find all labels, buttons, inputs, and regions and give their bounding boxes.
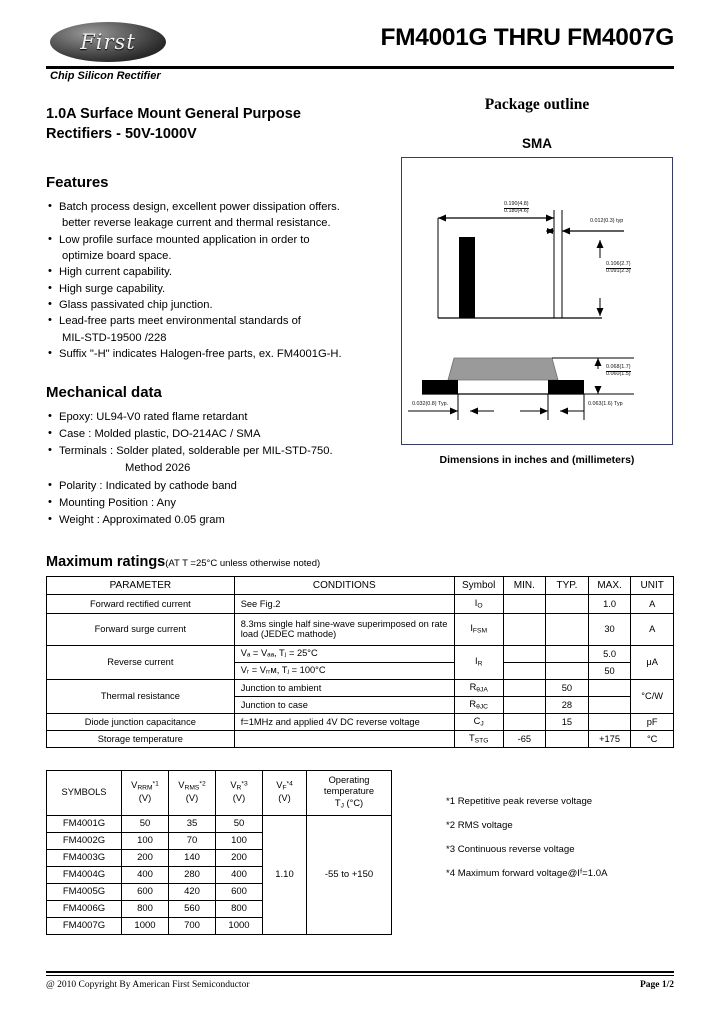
cell-vr: 800 bbox=[216, 900, 263, 917]
cell-max bbox=[588, 713, 631, 730]
mech-text: Polarity : Indicated by cathode band bbox=[59, 479, 237, 492]
header-divider bbox=[46, 66, 674, 69]
cell-max: +175 bbox=[588, 730, 631, 747]
features-list bbox=[48, 199, 391, 362]
symbols-section bbox=[46, 770, 674, 935]
cell-vr: 100 bbox=[216, 832, 263, 849]
mech-text: Mounting Position : Any bbox=[59, 496, 176, 509]
cell-min bbox=[503, 645, 546, 662]
feature-text: High surge capability. bbox=[59, 282, 166, 295]
list-item bbox=[48, 512, 391, 529]
col-vf bbox=[263, 770, 307, 815]
cell-typ bbox=[546, 613, 589, 645]
dim-top-width-max: 0.190(4.8) bbox=[504, 201, 529, 207]
cell-vf-value: 1.10 bbox=[263, 815, 307, 934]
list-item bbox=[48, 232, 391, 265]
sym-unit: (V) bbox=[185, 793, 199, 804]
cell-vrms: 280 bbox=[169, 866, 216, 883]
list-item bbox=[48, 313, 391, 346]
cell-parameter: Forward surge current bbox=[47, 613, 235, 645]
page-footer bbox=[46, 971, 674, 990]
col-typ: TYP. bbox=[546, 576, 589, 594]
cell-min: -65 bbox=[503, 730, 546, 747]
symbol-base: I bbox=[474, 597, 478, 608]
maximum-ratings-table bbox=[46, 576, 674, 748]
cell-part: FM4005G bbox=[47, 883, 122, 900]
dim-side-height-max: 0.068(1.7) bbox=[606, 364, 631, 370]
sym-note: *3 bbox=[241, 781, 248, 789]
sym-note: *2 bbox=[199, 781, 206, 789]
logo-text: First bbox=[80, 30, 136, 54]
cell-symbol bbox=[454, 613, 503, 645]
cell-max bbox=[588, 679, 631, 696]
dim-body-height-min: 0.091(2.3) bbox=[606, 268, 631, 274]
mech-text: Terminals : Solder plated, solderable per MIL-STD-750. bbox=[59, 445, 333, 458]
dim-foot-length-typ: 0.032(0.8) Typ. bbox=[412, 401, 449, 407]
dim-top-width-min: 0.180(4.6) bbox=[504, 208, 529, 214]
mechanical-heading: Mechanical data bbox=[46, 384, 162, 402]
feature-cont: better reverse leakage current and thermal resistance. bbox=[62, 217, 331, 230]
cell-symbol bbox=[454, 730, 503, 747]
left-column bbox=[46, 104, 391, 529]
cell-max: 1.0 bbox=[588, 594, 631, 613]
cell-parameter: Forward rectified current bbox=[47, 594, 235, 613]
company-tagline: Chip Silicon Rectifier bbox=[50, 70, 161, 82]
cell-parameter: Diode junction capacitance bbox=[47, 713, 235, 730]
symbol-base: C bbox=[473, 715, 481, 726]
symbol-base: R bbox=[469, 698, 477, 709]
features-heading: Features bbox=[46, 174, 109, 191]
cell-parameter: Reverse current bbox=[47, 645, 235, 679]
list-item bbox=[48, 346, 391, 362]
package-outline-section bbox=[401, 96, 673, 466]
feature-text: Suffix "-H" indicates Halogen-free parts, ex. FM4001G-H. bbox=[59, 348, 342, 361]
list-item bbox=[48, 409, 391, 426]
footnotes-list bbox=[446, 796, 720, 892]
symbol-sub: FSM bbox=[472, 627, 488, 635]
sym-sub: RRM bbox=[137, 785, 153, 793]
cell-conditions: f=1MHz and applied 4V DC reverse voltage bbox=[234, 713, 454, 730]
dim-body-height-max: 0.106(2.7) bbox=[606, 261, 631, 267]
cell-vrrm: 1000 bbox=[122, 917, 169, 934]
cell-unit: A bbox=[631, 613, 674, 645]
feature-cont: optimize board space. bbox=[62, 250, 172, 263]
symbol-sub: O bbox=[477, 602, 483, 610]
footer-row bbox=[46, 980, 674, 990]
doc-title-line2: Rectifiers - 50V-1000V bbox=[46, 126, 197, 142]
cell-symbol bbox=[454, 679, 503, 696]
cell-max: 5.0 bbox=[588, 645, 631, 662]
temp-sym: T bbox=[334, 797, 341, 808]
sym-sub: F bbox=[282, 785, 287, 793]
footer-divider-thick bbox=[46, 971, 674, 973]
cell-max bbox=[588, 696, 631, 713]
cell-vr: 1000 bbox=[216, 917, 263, 934]
cell-temp-value: -55 to +150 bbox=[307, 815, 392, 934]
cell-min bbox=[503, 594, 546, 613]
table-row bbox=[47, 645, 674, 662]
symbol-base: R bbox=[469, 681, 477, 692]
col-parameter: PARAMETER bbox=[47, 576, 235, 594]
symbol-base: T bbox=[468, 732, 475, 743]
symbol-sub: R bbox=[477, 660, 483, 668]
cell-min bbox=[503, 662, 546, 679]
footnote-3: *3 Continuous reverse voltage bbox=[446, 843, 575, 855]
col-max: MAX. bbox=[588, 576, 631, 594]
cell-conditions: See Fig.2 bbox=[234, 594, 454, 613]
cell-vrms: 140 bbox=[169, 849, 216, 866]
cell-unit: A bbox=[631, 594, 674, 613]
cell-vrrm: 100 bbox=[122, 832, 169, 849]
sym-base: V bbox=[276, 780, 283, 791]
cell-conditions bbox=[234, 730, 454, 747]
doc-title-line1: 1.0A Surface Mount General Purpose bbox=[46, 106, 301, 122]
mech-indent: Method 2026 bbox=[125, 462, 191, 475]
feature-text: Glass passivated chip junction. bbox=[59, 299, 213, 312]
sym-base: V bbox=[178, 780, 185, 791]
sym-sub: R bbox=[236, 785, 242, 793]
col-vrms bbox=[169, 770, 216, 815]
ratings-heading bbox=[46, 553, 674, 571]
cell-typ bbox=[546, 730, 589, 747]
cell-part: FM4007G bbox=[47, 917, 122, 934]
cell-parameter: Thermal resistance bbox=[47, 679, 235, 713]
sym-unit: (V) bbox=[138, 793, 152, 804]
dim-side-height-min: 0.060(1.5) bbox=[606, 371, 631, 377]
symbol-base: I bbox=[474, 656, 478, 667]
col-conditions: CONDITIONS bbox=[234, 576, 454, 594]
list-item bbox=[48, 199, 391, 232]
table-row bbox=[47, 730, 674, 747]
sym-note: *4 bbox=[286, 781, 293, 789]
footer-divider-thin bbox=[46, 975, 674, 976]
feature-text: Lead-free parts meet environmental standards of bbox=[59, 315, 301, 328]
mechanical-list bbox=[48, 409, 391, 528]
cell-vrrm: 600 bbox=[122, 883, 169, 900]
list-item bbox=[48, 443, 391, 477]
cell-vrrm: 400 bbox=[122, 866, 169, 883]
cell-symbol bbox=[454, 696, 503, 713]
symbol-base: I bbox=[470, 623, 473, 634]
footnote-1: *1 Repetitive peak reverse voltage bbox=[446, 795, 593, 807]
cell-symbol bbox=[454, 645, 503, 679]
col-symbol: Symbol bbox=[454, 576, 503, 594]
cell-conditions: 8.3ms single half sine-wave superimposed on rate load (JEDEC mathode) bbox=[234, 613, 454, 645]
mechanical-data-section bbox=[46, 384, 391, 528]
table-header-row bbox=[47, 576, 674, 594]
cell-part: FM4003G bbox=[47, 849, 122, 866]
temp-sub: J bbox=[340, 802, 344, 810]
mech-text: Epoxy: UL94-V0 rated flame retardant bbox=[59, 411, 248, 424]
footnote-2: *2 RMS voltage bbox=[446, 819, 513, 831]
list-item bbox=[48, 478, 391, 495]
cell-part: FM4006G bbox=[47, 900, 122, 917]
list-item bbox=[48, 281, 391, 297]
feature-text: Low profile surface mounted application in order to bbox=[59, 233, 310, 246]
cell-parameter: Storage temperature bbox=[47, 730, 235, 747]
sym-base: V bbox=[230, 780, 237, 791]
cell-vrrm: 800 bbox=[122, 900, 169, 917]
feature-cont: MIL-STD-19500 /228 bbox=[62, 331, 167, 344]
cell-min bbox=[503, 679, 546, 696]
cell-unit: μA bbox=[631, 645, 674, 679]
list-item bbox=[48, 264, 391, 280]
cell-symbol bbox=[454, 713, 503, 730]
body-columns bbox=[46, 96, 674, 529]
cell-typ: 50 bbox=[546, 679, 589, 696]
mech-text: Weight : Approximated 0.05 gram bbox=[59, 513, 225, 526]
cell-unit: pF bbox=[631, 713, 674, 730]
cell-part: FM4004G bbox=[47, 866, 122, 883]
table-row bbox=[47, 594, 674, 613]
list-item bbox=[48, 426, 391, 443]
col-unit: UNIT bbox=[631, 576, 674, 594]
cell-vrms: 560 bbox=[169, 900, 216, 917]
table-row bbox=[47, 815, 392, 832]
list-item bbox=[48, 297, 391, 313]
list-item bbox=[48, 495, 391, 512]
cell-conditions: Junction to case bbox=[234, 696, 454, 713]
cell-conditions: Vᵣ = Vᵣᵣᴍ, Tⱼ = 100°C bbox=[234, 662, 454, 679]
cell-vr: 200 bbox=[216, 849, 263, 866]
sym-unit: (V) bbox=[232, 793, 246, 804]
cell-vr: 600 bbox=[216, 883, 263, 900]
symbol-sub: θJC bbox=[476, 703, 488, 711]
symbol-sub: STG bbox=[474, 737, 489, 745]
col-min: MIN. bbox=[503, 576, 546, 594]
sym-base: V bbox=[131, 780, 138, 791]
cell-max: 30 bbox=[588, 613, 631, 645]
part-number-title: FM4001G THRU FM4007G bbox=[380, 24, 674, 51]
col-operating-temp bbox=[307, 770, 392, 815]
cell-vrms: 35 bbox=[169, 815, 216, 832]
cell-unit: °C bbox=[631, 730, 674, 747]
sym-unit: (V) bbox=[278, 793, 291, 804]
cell-vr: 400 bbox=[216, 866, 263, 883]
cell-max: 50 bbox=[588, 662, 631, 679]
symbols-table bbox=[46, 770, 392, 935]
cell-part: FM4001G bbox=[47, 815, 122, 832]
cell-min bbox=[503, 613, 546, 645]
cell-typ: 15 bbox=[546, 713, 589, 730]
page-title bbox=[46, 104, 391, 144]
package-type-label: SMA bbox=[522, 136, 552, 151]
copyright-text: @ 2010 Copyright By American First Semiconductor bbox=[46, 980, 250, 990]
cell-vrms: 700 bbox=[169, 917, 216, 934]
cell-vrms: 70 bbox=[169, 832, 216, 849]
table-header-row bbox=[47, 770, 392, 815]
col-vrrm bbox=[122, 770, 169, 815]
cell-vrms: 420 bbox=[169, 883, 216, 900]
page-header bbox=[46, 0, 674, 82]
cell-vrrm: 50 bbox=[122, 815, 169, 832]
cell-typ bbox=[546, 645, 589, 662]
sym-sub: RMS bbox=[184, 785, 200, 793]
feature-text: Batch process design, excellent power dissipation offers. bbox=[59, 201, 340, 213]
footnote-4: *4 Maximum forward voltage@Iᶠ=1.0A bbox=[446, 867, 608, 879]
cell-symbol bbox=[454, 594, 503, 613]
cell-typ bbox=[546, 662, 589, 679]
col-symbols: SYMBOLS bbox=[47, 770, 122, 815]
ratings-title: Maximum ratings bbox=[46, 553, 166, 570]
mech-text: Case : Molded plastic, DO-214AC / SMA bbox=[59, 428, 261, 441]
temp-line2: temperature bbox=[323, 786, 375, 797]
symbol-sub: θJA bbox=[476, 686, 488, 694]
sym-note: *1 bbox=[152, 781, 159, 789]
page-number: Page 1/2 bbox=[639, 980, 674, 990]
ratings-note: (AT T =25°C unless otherwise noted) bbox=[165, 557, 321, 569]
temp-line1: Operating bbox=[328, 774, 370, 785]
col-vr bbox=[216, 770, 263, 815]
cell-vrrm: 200 bbox=[122, 849, 169, 866]
package-outline-title: Package outline bbox=[484, 96, 590, 113]
table-row bbox=[47, 679, 674, 696]
company-logo bbox=[50, 22, 166, 62]
package-caption: Dimensions in inches and (millimeters) bbox=[439, 454, 635, 466]
cell-conditions: Vₐ = Vₐₐ, Tⱼ = 25°C bbox=[234, 645, 454, 662]
cell-min bbox=[503, 696, 546, 713]
cell-typ bbox=[546, 594, 589, 613]
symbol-sub: J bbox=[480, 720, 484, 728]
cell-vr: 50 bbox=[216, 815, 263, 832]
feature-text: High current capability. bbox=[59, 266, 172, 279]
table-row bbox=[47, 713, 674, 730]
cell-conditions: Junction to ambient bbox=[234, 679, 454, 696]
table-row bbox=[47, 613, 674, 645]
dim-lead-thickness: 0.012(0.3) typ bbox=[590, 218, 624, 224]
cell-min bbox=[503, 713, 546, 730]
cell-typ: 28 bbox=[546, 696, 589, 713]
dim-foot-right-typ: 0.063(1.6) Typ bbox=[588, 401, 623, 407]
cell-part: FM4002G bbox=[47, 832, 122, 849]
cell-unit: °C/W bbox=[631, 679, 674, 713]
temp-unit: (°C) bbox=[346, 797, 364, 808]
package-drawing bbox=[401, 157, 673, 445]
